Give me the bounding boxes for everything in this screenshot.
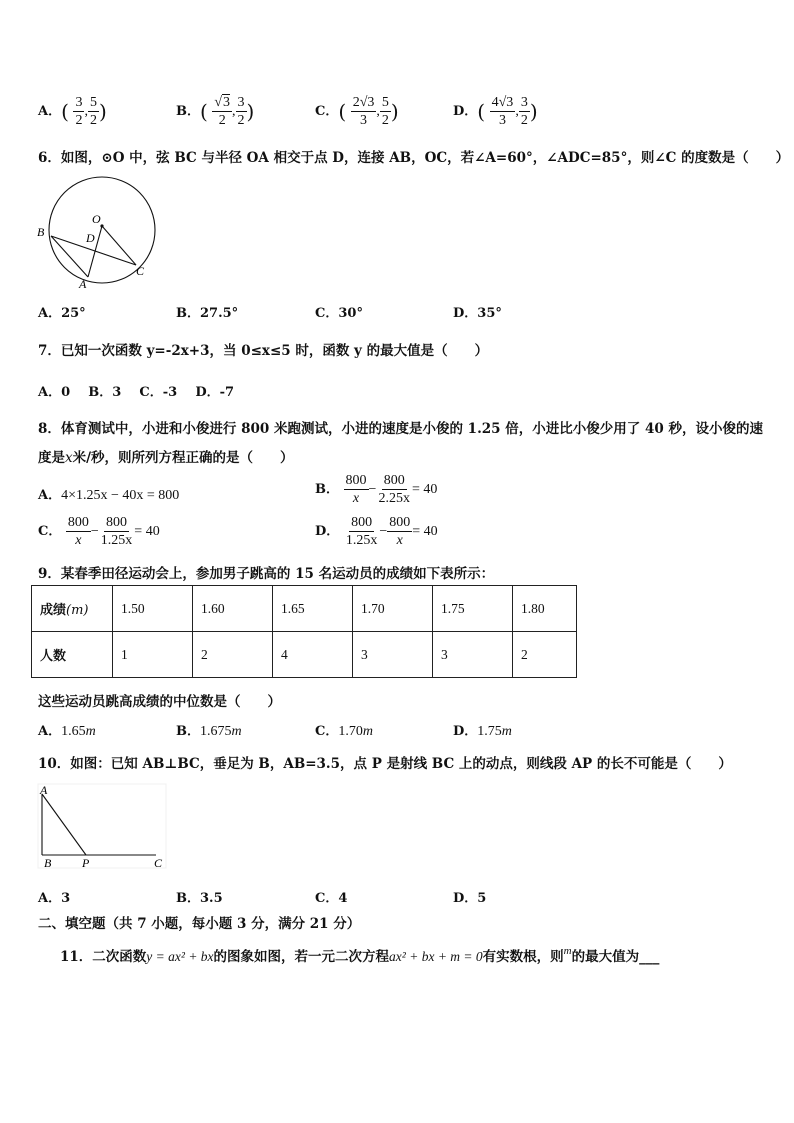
- label-a: A: [79, 277, 87, 291]
- table-cell: 1.75: [433, 586, 513, 632]
- q7-options: [38, 381, 234, 400]
- segment-ap: [42, 794, 86, 855]
- q9-option-b: B．1.675m: [176, 724, 242, 739]
- label-o: O: [92, 212, 101, 226]
- q8-stem-line2: 度是x米/秒，则所列方程正确的是（ ）: [38, 450, 294, 466]
- table-cell: 2: [513, 632, 577, 678]
- q7-stem: 7．已知一次函数 y=-2x+3，当 0≤x≤5 时，函数 y 的最大值是（ ）: [38, 343, 489, 359]
- q7-option-b: B．3: [88, 385, 122, 400]
- label-d: D: [86, 231, 95, 245]
- q10-right-angle-figure: [34, 782, 170, 872]
- table-cell: 1.60: [193, 586, 273, 632]
- label-b: B: [44, 856, 52, 870]
- q9-option-d: D．1.75m: [453, 724, 512, 739]
- q7-option-d: D．-7: [195, 385, 235, 400]
- label-b: B: [37, 225, 45, 239]
- q6-stem: 6．如图，⊙O 中，弦 BC 与半径 OA 相交于点 D，连接 AB，OC，若∠A=60°，∠ADC=85°，则∠C 的度数是（ ）: [38, 150, 790, 166]
- q5-option-b: B．( $\frac{√3}{2}$ , $\frac{3}{2}$ ): [176, 95, 255, 128]
- q10-option-d: D．5: [453, 891, 487, 906]
- q7-option-a: A．0: [38, 385, 71, 400]
- table-cell: 3: [353, 632, 433, 678]
- q9-question: 这些运动员跳高成绩的中位数是（ ）: [38, 694, 281, 710]
- q10-stem: 10．如图：已知 AB⊥BC，垂足为 B，AB=3.5，点 P 是射线 BC 上的动点，则线段 AP 的长不可能是（ ）: [38, 756, 732, 772]
- label-a: A: [40, 783, 48, 797]
- label-p: P: [82, 856, 90, 870]
- q10-option-a: A．3: [38, 891, 71, 906]
- table-cell: 3: [433, 632, 513, 678]
- table-cell: 2: [193, 632, 273, 678]
- q8-stem-line1: 8．体育测试中，小进和小俊进行 800 米跑测试，小进的速度是小俊的 1.25 倍，小进比小俊少用了 40 秒，设小俊的速: [38, 421, 763, 437]
- q10-option-c: C．4: [315, 891, 348, 906]
- q9-option-a: A．1.65m: [38, 724, 96, 739]
- q6-circle-figure: [34, 170, 160, 292]
- q6-option-a: A．25°: [38, 306, 86, 321]
- table-cell: 1.50: [113, 586, 193, 632]
- q7-option-c: C．-3: [139, 385, 178, 400]
- q8-option-d: D． $\frac{800}{1.25x}$ − $\frac{800}{x}$ = 40: [315, 515, 438, 548]
- table-cell: 成绩(m): [32, 586, 113, 632]
- q11-stem: 11．二次函数y = ax² + bx的图象如图，若一元二次方程ax² + bx + m = 0有实数根，则$^m$的最大值为___: [60, 945, 660, 965]
- q8-option-c: C． $\frac{800}{x}$ − $\frac{800}{1.25x}$ = 40: [38, 515, 160, 548]
- q9-score-table: [31, 585, 577, 678]
- q5-option-c: C．( $\frac{2√3}{3}$ , $\frac{5}{2}$ ): [315, 95, 399, 128]
- q8-option-b: B． $\frac{800}{x}$ − $\frac{800}{2.25x}$ = 40: [315, 473, 438, 506]
- q6-option-d: D．35°: [453, 306, 502, 321]
- q6-option-b: B．27.5°: [176, 306, 239, 321]
- q9-stem: 9．某春季田径运动会上，参加男子跳高的 15 名运动员的成绩如下表所示：: [38, 566, 495, 582]
- table-cell: 1.70: [353, 586, 433, 632]
- q5-option-d: D．( $\frac{4√3}{3}$ , $\frac{3}{2}$ ): [453, 95, 538, 128]
- center-dot: [100, 224, 103, 227]
- table-row: [32, 632, 577, 678]
- q5-option-a: A．( $\frac{3}{2}$ , $\frac{5}{2}$ ): [38, 95, 107, 128]
- table-cell: 4: [273, 632, 353, 678]
- label-c: C: [154, 856, 163, 870]
- table-cell: 人数: [32, 632, 113, 678]
- table-cell: 1.80: [513, 586, 577, 632]
- section2-title: 二、填空题（共 7 小题，每小题 3 分，满分 21 分）: [38, 916, 361, 932]
- q9-option-c: C．1.70m: [315, 724, 373, 739]
- table-cell: 1.65: [273, 586, 353, 632]
- q10-option-b: B．3.5: [176, 891, 223, 906]
- label-c: C: [136, 264, 145, 278]
- table-cell: 1: [113, 632, 193, 678]
- q6-option-c: C．30°: [315, 306, 363, 321]
- q8-option-a: A．4×1.25x − 40x = 800: [38, 488, 180, 503]
- table-row: [32, 586, 577, 632]
